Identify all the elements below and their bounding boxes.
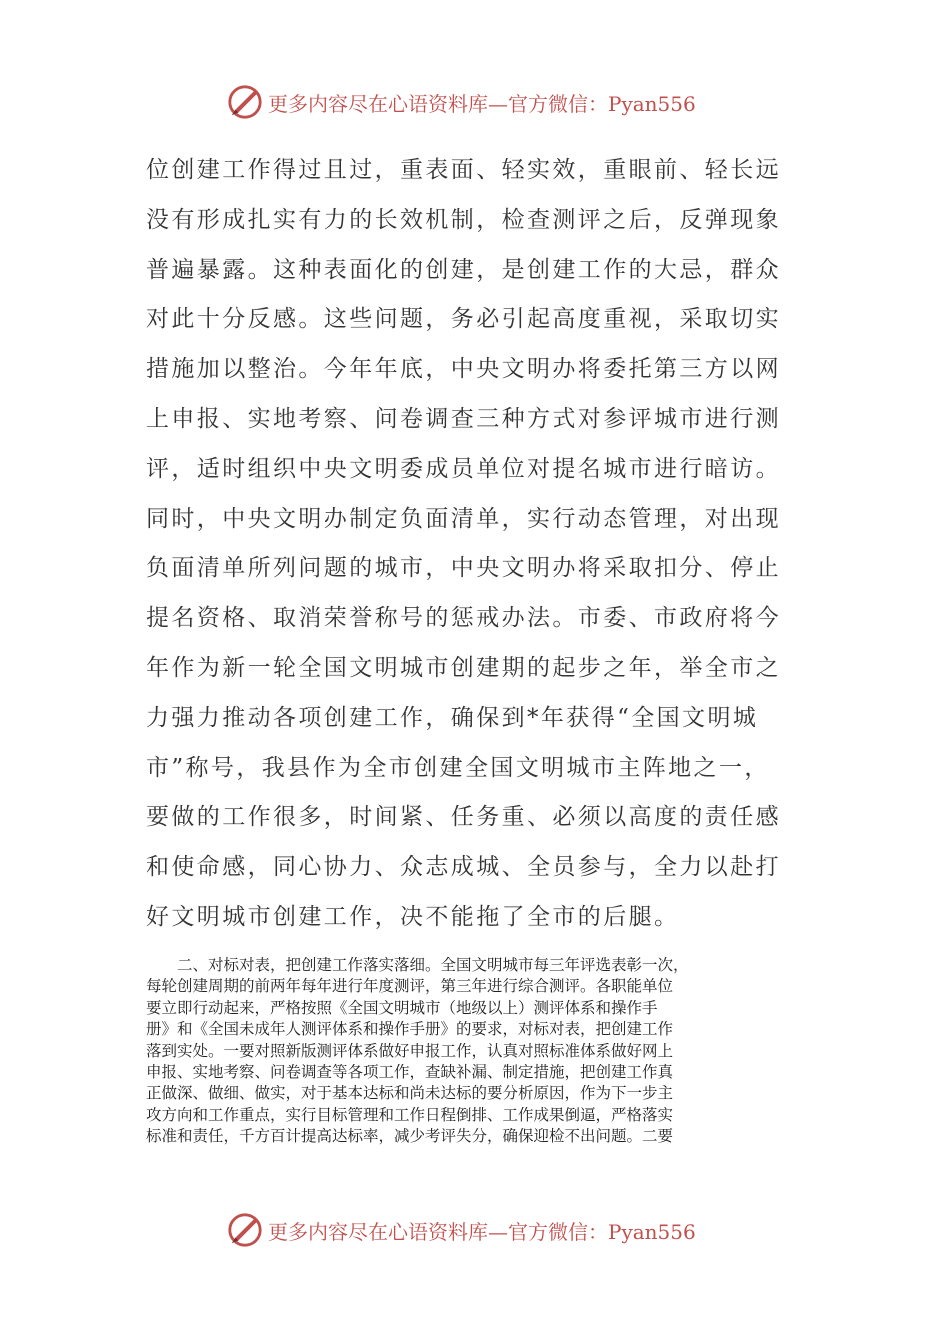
text-line: 提名资格、取消荣誉称号的惩戒办法。市委、市政府将今	[146, 605, 781, 632]
header-banner-text: 更多内容尽在心语资料库—官方微信：Pyan556	[268, 91, 696, 116]
text-line: 同时，中央文明办制定负面清单，实行动态管理，对出现	[146, 505, 781, 532]
text-line: 措施加以整治。今年年底，中央文明办将委托第三方以网	[146, 356, 781, 383]
text-line: 二、对标对表，把创建工作落实落细。全国文明城市每三年评选表彰一次，	[146, 956, 689, 974]
text-line: 要做的工作很多，时间紧、任务重、必须以高度的责任感	[146, 804, 781, 831]
text-line: 每轮创建周期的前两年每年进行年度测评，第三年进行综合测评。各职能单位	[146, 977, 674, 996]
text-line: 负面清单所列问题的城市，中央文明办将采取扣分、停止	[146, 555, 781, 582]
footer-banner-text: 更多内容尽在心语资料库—官方微信：Pyan556	[268, 1219, 696, 1244]
text-line: 对此十分反感。这些问题，务必引起高度重视，采取切实	[146, 306, 781, 333]
text-line: 标准和责任，千方百计提高达标率，减少考评失分，确保迎检不出问题。二要	[146, 1127, 674, 1146]
text-line: 正做深、做细、做实，对于基本达标和尚未达标的要分析原因，作为下一步主	[146, 1084, 674, 1103]
text-line: 要立即行动起来，严格按照《全国文明城市（地级以上）测评体系和操作手	[146, 998, 658, 1017]
text-line: 册》和《全国未成年人测评体系和操作手册》的要求，对标对表，把创建工作	[146, 1020, 674, 1039]
text-line: 攻方向和工作重点，实行目标管理和工作日程倒排、工作成果倒逼，严格落实	[146, 1105, 674, 1124]
pen-logo-icon	[226, 1211, 264, 1249]
text-line: 普遍暴露。这种表面化的创建，是创建工作的大忌，群众	[146, 256, 781, 283]
text-line: 上申报、实地考察、问卷调查三种方式对参评城市进行测	[146, 405, 781, 432]
text-line: 申报、实地考察、问卷调查等各项工作，查缺补漏、制定措施，把创建工作真	[146, 1063, 674, 1082]
text-line: 位创建工作得过且过，重表面、轻实效，重眼前、轻长远	[146, 157, 781, 183]
text-line: 没有形成扎实有力的长效机制，检查测评之后，反弹现象	[146, 206, 781, 233]
text-line: 年作为新一轮全国文明城市创建期的起步之年，举全市之	[146, 654, 781, 681]
text-line: 好文明城市创建工作，决不能拖了全市的后腿。	[146, 903, 680, 930]
header-banner	[226, 80, 696, 124]
text-line: 力强力推动各项创建工作，确保到*年获得“全国文明城	[146, 704, 759, 731]
footer-banner	[226, 1208, 696, 1252]
body-large-text	[146, 146, 808, 943]
text-line: 市”称号，我县作为全市创建全国文明城市主阵地之一，	[146, 754, 770, 781]
text-line: 评，适时组织中央文明委成员单位对提名城市进行暗访。	[146, 455, 781, 482]
pen-logo-icon	[226, 83, 264, 121]
text-line: 落到实处。一要对照新版测评体系做好申报工作，认真对照标准体系做好网上	[146, 1041, 674, 1060]
body-small-text	[146, 955, 812, 1148]
text-line: 和使命感，同心协力、众志成城、全员参与，全力以赴打	[146, 854, 781, 881]
